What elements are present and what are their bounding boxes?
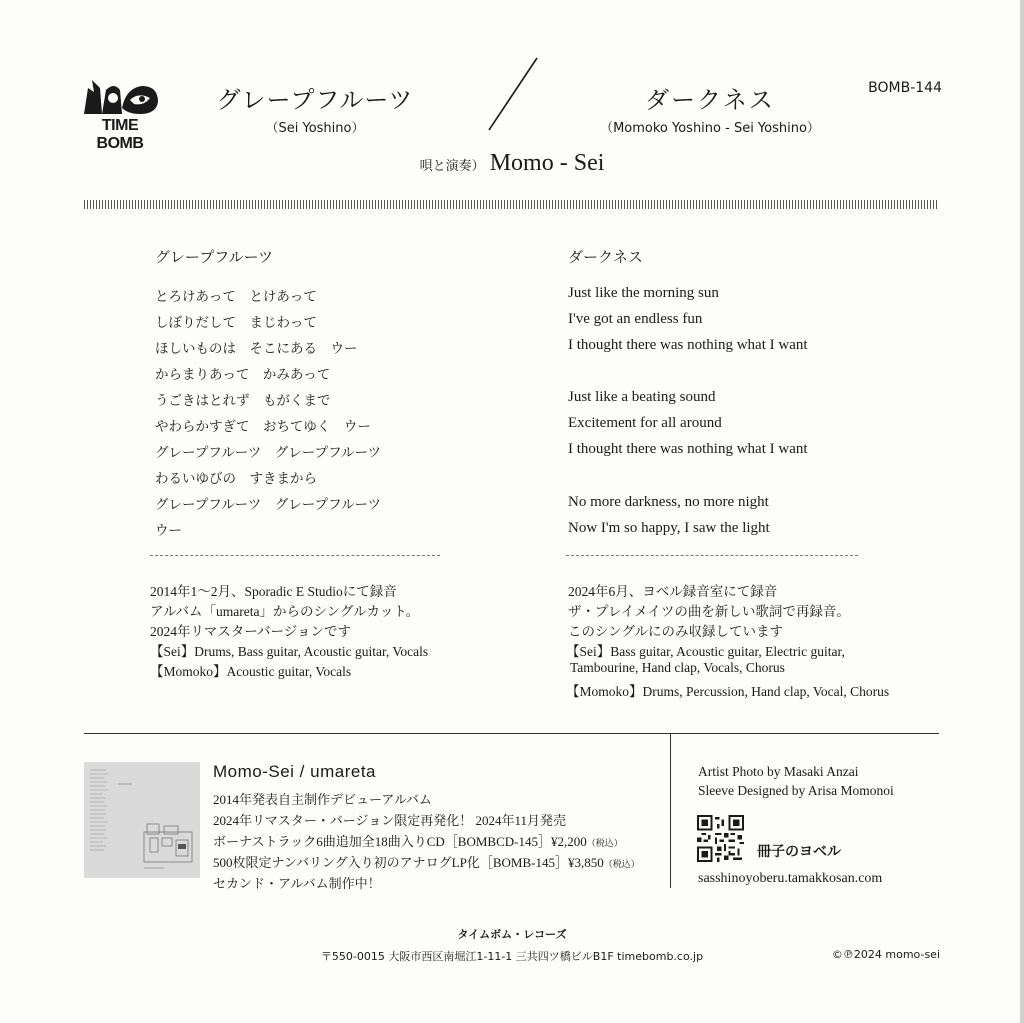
dashed-divider-right — [566, 555, 858, 556]
note-line: 【Sei】Drums, Bass guitar, Acoustic guitar, Vocals — [150, 644, 429, 659]
record-label-name: タイムボム・レコーズ — [457, 928, 567, 941]
album-heading: Momo-Sei / umareta — [213, 762, 376, 781]
lyrics-right-title: ダークネス — [568, 248, 643, 266]
album-info-text: 500枚限定ナンバリング入り初のアナログLP化［BOMB-145］¥3,850 — [213, 855, 604, 870]
lyric-line: Just like a beating sound — [568, 389, 716, 405]
publisher-website-link[interactable]: sasshinoyoberu.tamakkosan.com — [698, 871, 883, 886]
lyric-line: Just like the morning sun — [568, 285, 719, 301]
photo-credit: Artist Photo by Masaki Anzai — [698, 764, 859, 779]
lyric-line: Now I'm so happy, I saw the light — [568, 520, 770, 536]
label-address: 〒550-0015 大阪市西区南堀江1-11-1 三共四ツ橋ビルB1F timebomb.co.jp — [320, 950, 704, 963]
performer-name: Momo - Sei — [489, 150, 605, 176]
time-bomb-logo — [80, 78, 160, 152]
tax-note: （税込） — [603, 859, 640, 869]
album-info-line: 2014年発表自主制作デビューアルバム — [213, 792, 432, 807]
note-line: 2024年リマスターバージョンです — [150, 624, 352, 639]
track-credit-left: （Sei Yoshino） — [265, 121, 365, 136]
qr-code-icon[interactable] — [697, 815, 744, 862]
lyric-line: グレープフルーツ グレープフルーツ — [155, 445, 381, 461]
publisher-name: 冊子のヨベル — [757, 844, 841, 860]
dashed-divider-left — [150, 555, 440, 556]
note-line: 【Sei】Bass guitar, Acoustic guitar, Electric guitar, — [566, 644, 845, 659]
note-line: 【Momoko】Acoustic guitar, Vocals — [150, 664, 352, 679]
track-credit-right: （Momoko Yoshino - Sei Yoshino） — [600, 121, 820, 136]
title-divider-slash — [483, 56, 543, 132]
album-info-line — [213, 852, 640, 871]
bomb-logo-icon — [80, 78, 160, 118]
lyric-line: わるいゆびの すきまから — [155, 471, 317, 487]
note-line: このシングルにのみ収録しています — [568, 624, 783, 639]
catalog-number: BOMB-144 — [868, 80, 942, 96]
album-cover-image — [84, 762, 200, 878]
lyric-line: うごきはとれず もがくまで — [155, 393, 331, 409]
lyric-line: I've got an endless fun — [568, 311, 703, 327]
album-info-line: セカンド・アルバム制作中！ — [213, 876, 381, 891]
section-rule-horizontal — [84, 733, 939, 734]
logo-text: TIME BOMB — [96, 117, 144, 152]
edge-strip — [1020, 0, 1024, 1023]
decorative-barcode-strip — [84, 200, 939, 209]
lyric-line: グレープフルーツ グレープフルーツ — [155, 497, 381, 513]
lyric-line: しぼりだして まじわって — [155, 315, 317, 331]
copyright-notice: ©℗2024 momo-sei — [831, 948, 940, 961]
lyric-line: I thought there was nothing what I want — [568, 441, 808, 457]
note-line: 【Momoko】Drums, Percussion, Hand clap, Vocal, Chorus — [566, 684, 890, 699]
lyric-line: No more darkness, no more night — [568, 494, 769, 510]
lyric-line: Excitement for all around — [568, 415, 722, 431]
album-info-line: 2024年リマスター・バージョン限定再発化！ 2024年11月発売 — [213, 813, 566, 828]
performer-label: 唄と演奏） — [419, 159, 485, 174]
album-info-line — [213, 831, 623, 850]
album-info-text: ボーナストラック6曲追加全18曲入りCD［BOMBCD-145］¥2,200 — [213, 834, 587, 849]
tax-note: （税込） — [586, 838, 623, 848]
lyric-line: I thought there was nothing what I want — [568, 337, 808, 353]
lyric-line: やわらかすぎて おちてゆく ウー — [155, 419, 371, 435]
lyric-line: ウー — [155, 523, 182, 539]
note-line: 2014年1〜2月、Sporadic E Studioにて録音 — [150, 584, 397, 599]
section-rule-vertical — [670, 733, 671, 888]
lyric-line: ほしいものは そこにある ウー — [155, 341, 358, 357]
lyrics-left-title: グレープフルーツ — [155, 248, 274, 266]
note-line: ザ・プレイメイツの曲を新しい歌詞で再録音。 — [568, 604, 850, 619]
design-credit: Sleeve Designed by Arisa Momonoi — [698, 783, 894, 798]
note-line: 2024年6月、ヨベル録音室にて録音 — [568, 584, 778, 599]
track-title-left: グレープフルーツ — [216, 86, 414, 114]
note-line: アルバム「umareta」からのシングルカット。 — [150, 604, 420, 619]
performer-line — [300, 150, 724, 177]
track-title-right: ダークネス — [645, 86, 775, 114]
lyric-line: からまりあって かみあって — [155, 367, 331, 383]
note-line: Tambourine, Hand clap, Vocals, Chorus — [570, 660, 785, 675]
lyric-line: とろけあって とけあって — [155, 289, 317, 305]
